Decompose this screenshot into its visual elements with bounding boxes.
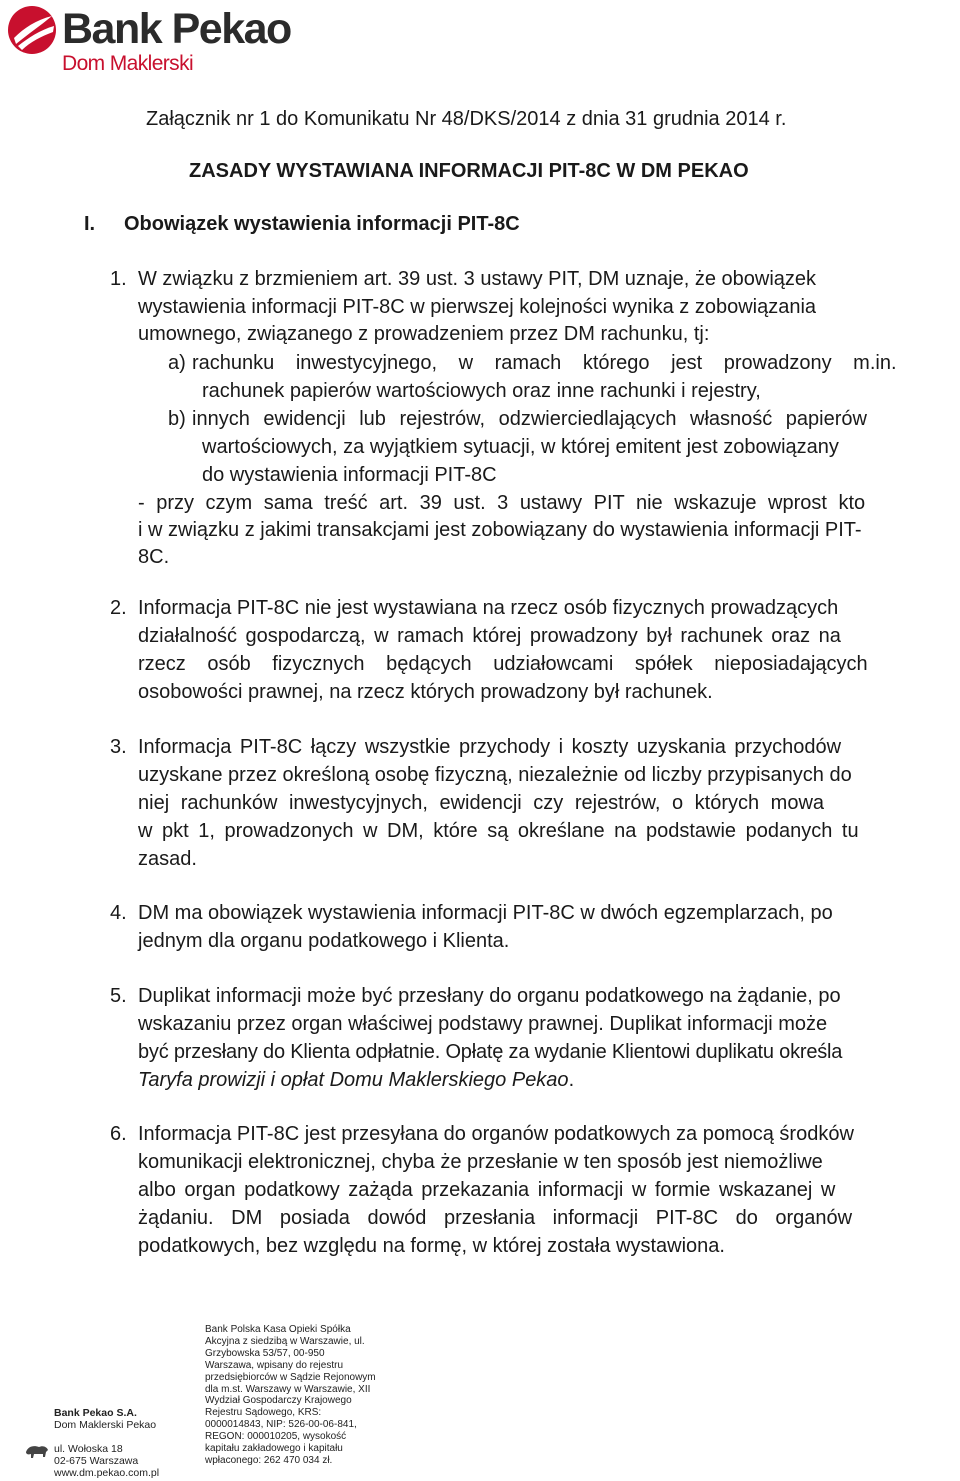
footer-legal-info xyxy=(205,1324,382,1467)
legal-line: dla m.st. Warszawy w Warszawie, XII xyxy=(205,1383,371,1395)
p5-number: 5. xyxy=(110,985,127,1007)
p3-line-1: Informacja PIT-8C łączy wszystkie przychody i koszty uzyskania przychodów xyxy=(138,736,842,758)
p6-line-5: podatkowych, bez względu na formę, w której została wystawiona. xyxy=(138,1235,725,1257)
legal-line: Akcyjna z siedzibą w Warszawie, ul. xyxy=(205,1335,365,1347)
p3-line-3: niej rachunków inwestycyjnych, ewidencji czy rejestrów, o których mowa xyxy=(138,792,825,814)
p1-a-marker: a) xyxy=(168,352,186,374)
legal-line: REGON: 000010205, wysokość xyxy=(205,1431,347,1443)
p4-number: 4. xyxy=(110,902,127,924)
p1-line-2: wystawienia informacji PIT-8C w pierwszej kolejności wynika z zobowiązania xyxy=(138,296,817,318)
legal-line: Warszawa, wpisany do rejestru xyxy=(205,1359,344,1371)
footer-web: www.dm.pekao.com.pl xyxy=(54,1467,160,1479)
footer-division: Dom Maklerski Pekao xyxy=(54,1419,157,1431)
tariff-reference: Taryfa prowizji i opłat Domu Maklerskiego Pekao xyxy=(138,1069,569,1091)
p6-number: 6. xyxy=(110,1123,127,1145)
section-number: I. xyxy=(84,213,96,235)
legal-line: kapitału zakładowego i kapitału xyxy=(205,1443,343,1455)
legal-line: Grzybowska 53/57, 00-950 xyxy=(205,1347,325,1359)
p1-b-line-1: innych ewidencji lub rejestrów, odzwierciedlających własność papierów xyxy=(192,408,867,430)
legal-line: Bank Polska Kasa Opieki Spółka xyxy=(205,1324,351,1335)
p6-line-3: albo organ podatkowy zażąda przekazania informacji w formie wskazanej w xyxy=(138,1179,836,1201)
brand-name: Bank Pekao xyxy=(62,5,291,53)
p1-b-line-2: wartościowych, za wyjątkiem sytuacji, w której emitent jest zobowiązany xyxy=(202,436,839,458)
p1-b-marker: b) xyxy=(168,408,186,430)
legal-line: przedsiębiorców w Sądzie Rejonowym xyxy=(205,1371,376,1383)
p1-line-1: W związku z brzmieniem art. 39 ust. 3 ustawy PIT, DM uznaje, że obowiązek xyxy=(138,268,817,290)
p1-b-line-3: do wystawienia informacji PIT-8C xyxy=(202,464,497,486)
footer-city: 02-675 Warszawa xyxy=(54,1455,139,1467)
legal-line: 0000014843, NIP: 526-00-06-841, xyxy=(205,1419,357,1431)
p2-line-1: Informacja PIT-8C nie jest wystawiana na rzecz osób fizycznych prowadzących xyxy=(138,597,839,619)
p2-line-2: działalność gospodarczą, w ramach której prowadzony był rachunek oraz na xyxy=(138,625,841,647)
p1-a-line-2: rachunek papierów wartościowych oraz inne rachunki i rejestry, xyxy=(202,380,761,402)
p5-line-2: wskazaniu przez organ właściwej podstawy prawnej. Duplikat informacji może xyxy=(138,1013,828,1035)
section-title: Obowiązek wystawienia informacji PIT-8C xyxy=(124,213,520,235)
p2-line-3: rzecz osób fizycznych będących udziałowcami spółek nieposiadających xyxy=(138,653,868,675)
p1-number: 1. xyxy=(110,268,127,290)
footer-company: Bank Pekao S.A. xyxy=(54,1407,137,1419)
p3-line-5: zasad. xyxy=(138,848,197,870)
p1-line-3: umownego, związanego z prowadzeniem przez DM rachunku, tj: xyxy=(138,323,710,345)
footer-street: ul. Wołoska 18 xyxy=(54,1443,123,1455)
legal-line: wpłaconego: 262 470 034 zł. xyxy=(205,1454,333,1466)
p3-line-2: uzyskane przez określoną osobę fizyczną, niezależnie od liczby przypisanych do xyxy=(138,764,852,786)
p4-line-2: jednym dla organu podatkowego i Klienta. xyxy=(138,930,510,952)
document-title: ZASADY WYSTAWIANA INFORMACJI PIT-8C W DM PEKAO xyxy=(189,160,749,182)
p3-line-4: w pkt 1, prowadzonych w DM, które są określane na podstawie podanych tu xyxy=(138,820,859,842)
p6-line-4: żądaniu. DM posiada dowód przesłania informacji PIT-8C do organów xyxy=(138,1207,853,1229)
legal-line: Wydział Gospodarczy Krajowego xyxy=(205,1395,352,1407)
p1-c-line-3: 8C. xyxy=(138,546,170,568)
p1-c-line-1: - przy czym sama treść art. 39 ust. 3 ustawy PIT nie wskazuje wprost kto xyxy=(138,492,866,514)
p6-line-2: komunikacji elektronicznej, chyba że przesłanie w ten sposób jest niemożliwe xyxy=(138,1151,823,1173)
p1-a-line-1: rachunku inwestycyjnego, w ramach którego jest prowadzony m.in. xyxy=(192,352,897,374)
bison-icon xyxy=(24,1442,50,1460)
p5-line-4: Taryfa prowizji i opłat Domu Maklerskiego Pekao. xyxy=(138,1069,575,1091)
p5-line-1: Duplikat informacji może być przesłany do organu podatkowego na żądanie, po xyxy=(138,985,841,1007)
p5-line-3: być przesłany do Klienta odpłatnie. Opłatę za wydanie Klientowi duplikatu określa xyxy=(138,1041,843,1063)
p2-line-4: osobowości prawnej, na rzecz których prowadzony był rachunek. xyxy=(138,681,713,703)
annex-line: Załącznik nr 1 do Komunikatu Nr 48/DKS/2014 z dnia 31 grudnia 2014 r. xyxy=(146,108,787,130)
legal-line: Rejestru Sądowego, KRS: xyxy=(205,1407,322,1419)
bank-pekao-logo xyxy=(6,4,306,76)
pekao-emblem-icon xyxy=(6,4,58,56)
p6-line-1: Informacja PIT-8C jest przesyłana do organów podatkowych za pomocą środków xyxy=(138,1123,854,1145)
p2-number: 2. xyxy=(110,597,127,619)
p3-number: 3. xyxy=(110,736,127,758)
brand-subtitle: Dom Maklerski xyxy=(62,52,194,75)
p1-c-line-2: i w związku z jakimi transakcjami jest zobowiązany do wystawienia informacji PIT- xyxy=(138,519,862,541)
p4-line-1: DM ma obowiązek wystawienia informacji PIT-8C w dwóch egzemplarzach, po xyxy=(138,902,833,924)
